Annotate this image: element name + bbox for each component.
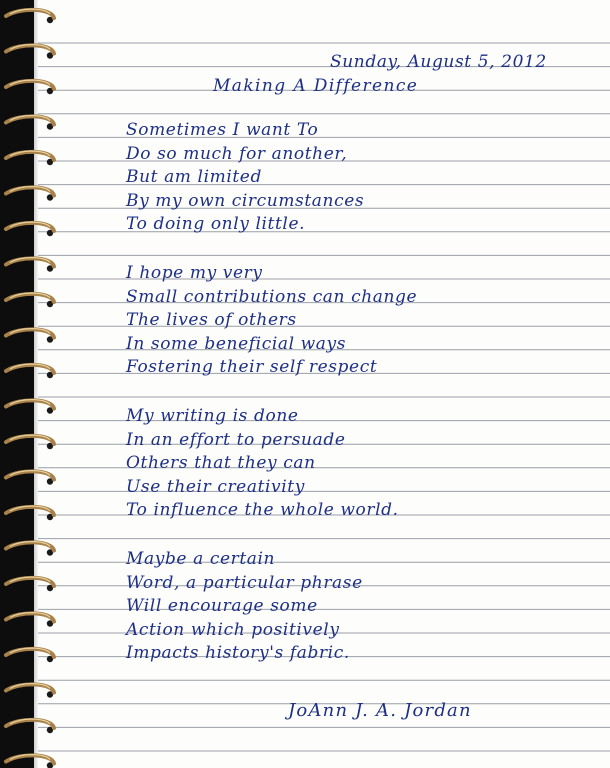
spiral-ring [6,400,54,414]
poem-line: To influence the whole world. [126,500,399,521]
poem-line: Sometimes I want To [126,120,319,140]
poem-line: Will encourage some [126,596,318,617]
stanza [126,405,399,523]
spiral-ring [6,222,54,236]
spiral-ring [6,45,54,59]
spiral-ring [6,471,54,485]
entry-date: Sunday, August 5, 2012 [330,52,547,72]
poem-title: Making A Difference [213,76,419,96]
poem-line: Action which positively [126,619,340,640]
poem-line: By my own circumstances [126,190,365,211]
stanza [126,119,364,237]
poem-line: Fostering their self respect [126,357,378,378]
spiral-ring [6,613,54,627]
spiral-ring [6,187,54,201]
spiral-ring [6,9,54,23]
spiral-ring [6,329,54,343]
spiral-ring [6,435,54,449]
poem-line: Use their creativity [126,476,305,497]
poem-line: I hope my very [126,263,263,283]
spiral-ring [6,755,54,768]
spiral-ring [6,648,54,662]
spiral-ring [6,364,54,378]
poem-line: Others that they can [126,453,316,474]
spiral-ring [6,577,54,591]
poem-line: Maybe a certain [126,549,276,569]
poem-line: Do so much for another, [126,143,348,164]
spiral-ring [6,542,54,556]
spiral-ring [6,719,54,733]
spiral-ring [6,506,54,520]
stanza [126,262,417,380]
spiral-ring [6,293,54,307]
poem-line: My writing is done [126,406,299,426]
poem-line: Impacts history's fabric. [126,643,350,664]
spiral-ring [6,116,54,130]
poem-line: The lives of others [126,310,297,331]
spiral-ring [6,151,54,165]
poem-line: Small contributions can change [126,286,418,307]
spiral-ring [6,80,54,94]
spiral-binding [0,0,70,768]
author-signature: JoAnn J. A. Jordan [288,700,472,721]
poem-line: To doing only little. [126,214,306,235]
poem-line: In some beneficial ways [126,333,347,354]
stanza [126,548,363,666]
poem-line: But am limited [126,167,262,188]
spiral-ring [6,684,54,698]
poem-line: In an effort to persuade [126,429,346,450]
spiral-ring [6,258,54,272]
poem-line: Word, a particular phrase [126,572,363,593]
